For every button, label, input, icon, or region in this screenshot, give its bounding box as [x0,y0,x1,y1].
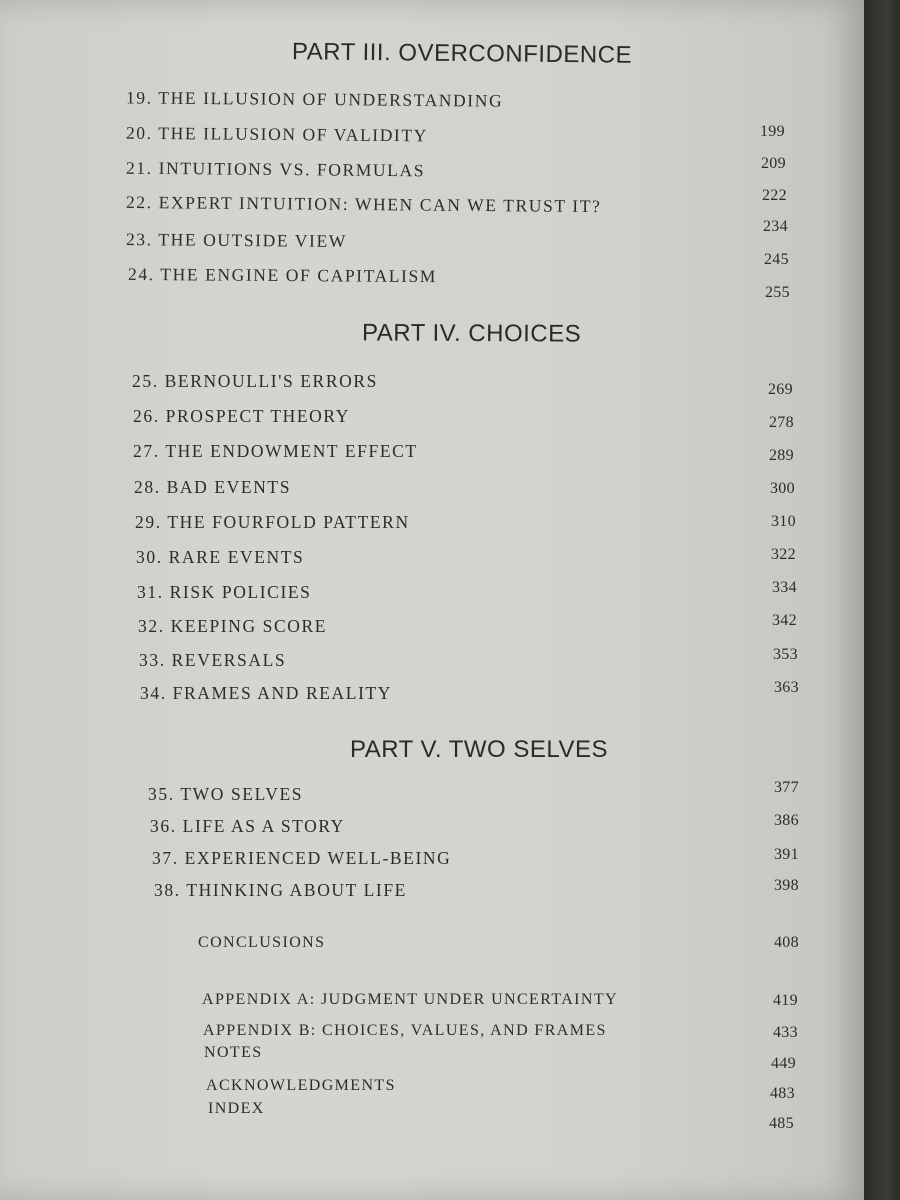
page-number: 433 [773,1024,798,1041]
toc-entry-36: 36. LIFE AS A STORY [150,816,345,836]
page-number: 334 [772,579,797,596]
page-number: 408 [774,934,799,951]
page-number: 363 [774,679,799,696]
toc-entry-index: INDEX [208,1100,265,1117]
toc-entry-20: 20. THE ILLUSION OF VALIDITY [125,122,429,146]
page-number: 398 [774,877,799,894]
toc-entry-25: 25. BERNOULLI'S ERRORS [132,371,378,391]
page-number: 222 [762,187,787,204]
page-number: 322 [771,546,796,563]
page-number: 245 [764,251,789,268]
part-iv-heading: PART IV. CHOICES [361,319,582,348]
next-page-edge [864,0,900,1200]
page-number: 377 [774,779,799,796]
toc-entry-34: 34. FRAMES AND REALITY [140,683,393,703]
toc-entry-22: 22. EXPERT INTUITION: WHEN CAN WE TRUST IT? [125,191,602,217]
page-number: 353 [773,646,798,663]
page-number: 255 [765,284,790,301]
page-number: 234 [763,218,788,235]
toc-entry-32: 32. KEEPING SCORE [138,616,328,636]
part-iii-heading: PART III. OVERCONFIDENCE [291,38,633,69]
toc-entry-19: 19. THE ILLUSION OF UNDERSTANDING [125,87,504,111]
toc-entry-appendix-a: APPENDIX A: JUDGMENT UNDER UNCERTAINTY [202,991,618,1008]
toc-entry-28: 28. BAD EVENTS [134,477,292,497]
page-number: 289 [769,447,794,464]
page-number: 300 [770,480,795,497]
part-v-heading: PART V. TWO SELVES [350,736,608,763]
toc-entry-24: 24. THE ENGINE OF CAPITALISM [127,263,438,287]
page-number: 391 [774,846,799,863]
toc-entry-appendix-b: APPENDIX B: CHOICES, VALUES, AND FRAMES [203,1022,607,1039]
toc-entry-26: 26. PROSPECT THEORY [133,406,350,426]
toc-entry-23: 23. THE OUTSIDE VIEW [125,229,348,251]
toc-entry-37: 37. EXPERIENCED WELL-BEING [152,848,452,868]
page-number: 419 [773,992,798,1009]
page-number: 310 [771,513,796,530]
page-number: 485 [769,1115,794,1132]
toc-entry-31: 31. RISK POLICIES [137,582,312,602]
page-number: 386 [774,812,799,829]
page-number: 342 [772,612,797,629]
toc-entry-21: 21. INTUITIONS VS. FORMULAS [125,157,426,181]
toc-entry-conclusions: CONCLUSIONS [198,934,326,951]
toc-entry-38: 38. THINKING ABOUT LIFE [154,880,407,900]
toc-entry-acknowledgments: ACKNOWLEDGMENTS [206,1077,396,1094]
page-number: 199 [760,123,785,140]
page-number: 209 [761,155,786,172]
toc-entry-notes: NOTES [204,1044,263,1061]
page-number: 449 [771,1055,796,1072]
page-number: 278 [769,414,794,431]
toc-entry-27: 27. THE ENDOWMENT EFFECT [133,441,418,461]
page-number: 269 [768,381,793,398]
page-number: 483 [770,1085,795,1102]
toc-entry-30: 30. RARE EVENTS [136,547,305,567]
toc-entry-35: 35. TWO SELVES [148,784,304,804]
toc-entry-29: 29. THE FOURFOLD PATTERN [135,512,410,532]
toc-entry-33: 33. REVERSALS [139,650,287,670]
